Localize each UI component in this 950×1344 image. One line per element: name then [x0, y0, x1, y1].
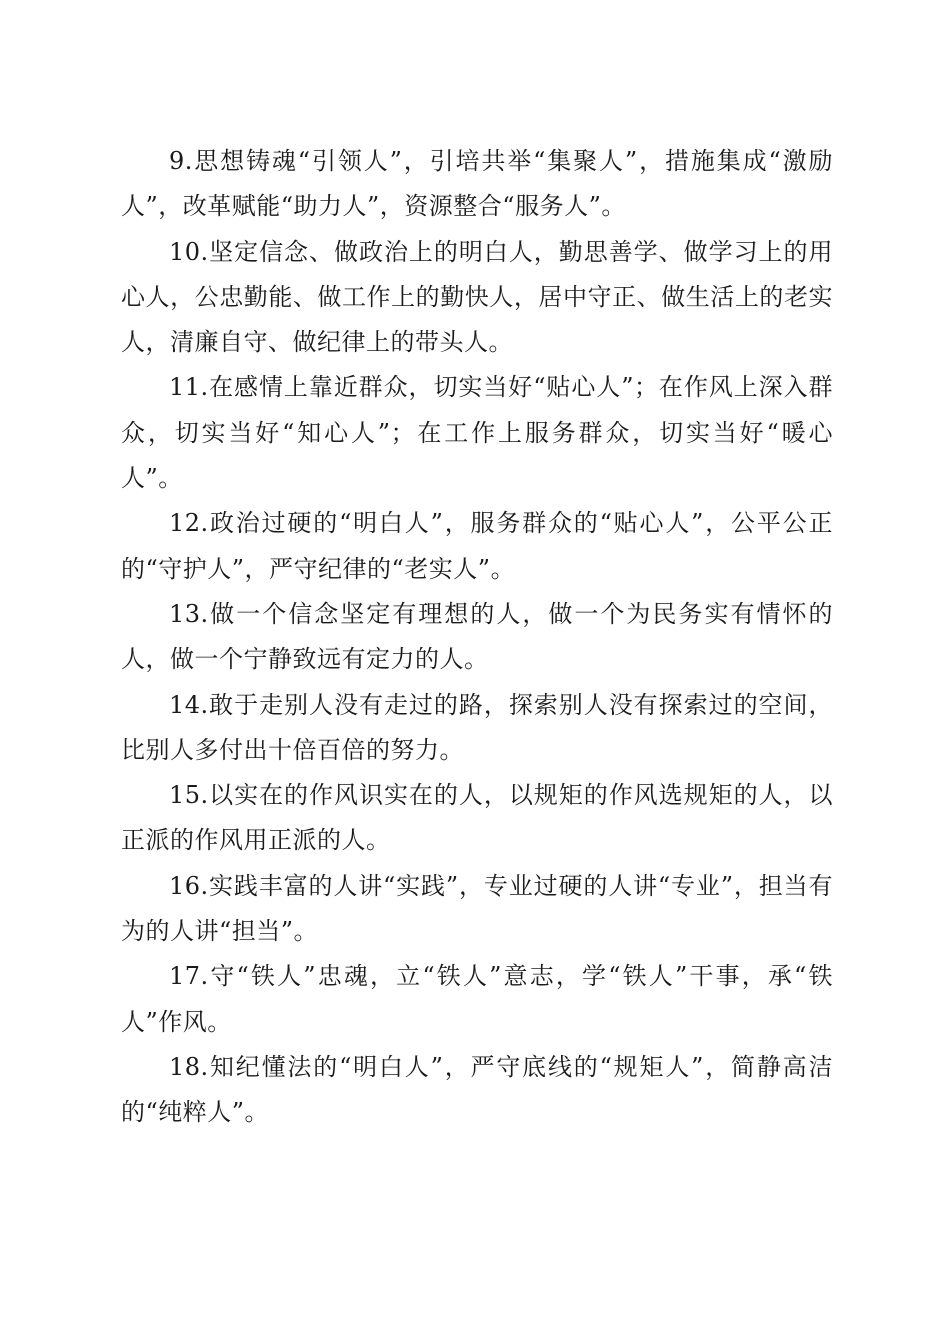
paragraph-10: 10.坚定信念、做政治上的明白人，勤思善学、做学习上的用心人，公忠勤能、做工作上的勤快人，居中守正、做生活上的老实人，清廉自守、做纪律上的带头人。	[121, 237, 833, 357]
document-body	[121, 139, 833, 1136]
paragraph-17: 17.守“铁人”忠魂，立“铁人”意志，学“铁人”干事，承“铁人”作风。	[121, 962, 833, 1036]
paragraph-9: 9.思想铸魂“引领人”，引培共举“集聚人”，措施集成“激励人”，改革赋能“助力人”，资源整合“服务人”。	[121, 147, 833, 221]
paragraph-12: 12.政治过硬的“明白人”，服务群众的“贴心人”，公平公正的“守护人”，严守纪律的“老实人”。	[121, 509, 833, 583]
paragraph-13: 13.做一个信念坚定有理想的人，做一个为民务实有情怀的人，做一个宁静致远有定力的人。	[121, 599, 833, 674]
paragraph-16: 16.实践丰富的人讲“实践”，专业过硬的人讲“专业”，担当有为的人讲“担当”。	[121, 871, 833, 946]
paragraph-15: 15.以实在的作风识实在的人，以规矩的作风选规矩的人，以正派的作风用正派的人。	[121, 781, 833, 855]
paragraph-14: 14.敢于走别人没有走过的路，探索别人没有探索过的空间，比别人多付出十倍百倍的努力。	[121, 690, 833, 764]
paragraph-18: 18.知纪懂法的“明白人”，严守底线的“规矩人”，简静高洁的“纯粹人”。	[121, 1052, 833, 1127]
paragraph-11: 11.在感情上靠近群众，切实当好“贴心人”；在作风上深入群众，切实当好“知心人”；在工作上服务群众，切实当好“暖心人”。	[121, 373, 833, 493]
